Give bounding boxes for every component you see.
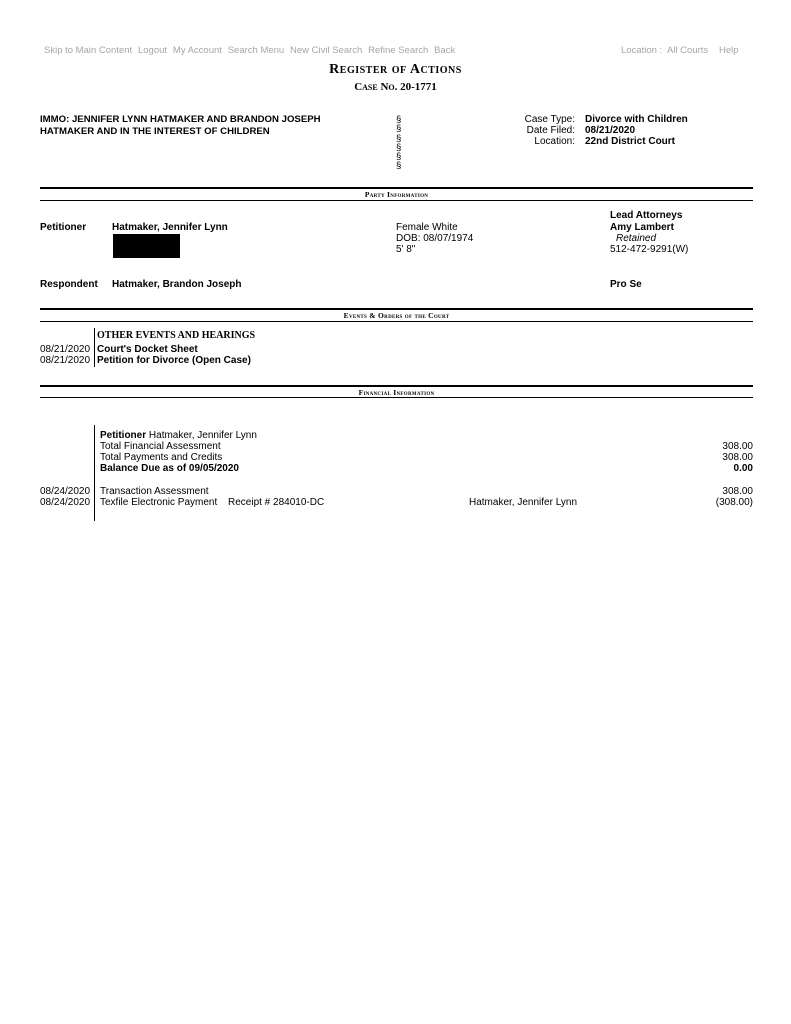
balance-due-value: 0.00 [733, 463, 753, 474]
lead-attorneys-label: Lead Attorneys [610, 210, 683, 221]
new-civil-search-link[interactable]: New Civil Search [290, 45, 363, 56]
my-account-link[interactable]: My Account [172, 45, 222, 56]
financial-section-top-rule [40, 385, 753, 387]
party-section-top-rule [40, 187, 753, 189]
top-nav-left [44, 45, 458, 56]
transaction-date: 08/24/2020 [40, 497, 91, 508]
case-number: Case No. 20-1771 [354, 81, 437, 93]
section-symbol: § [396, 132, 402, 144]
event-description[interactable]: Court's Docket Sheet [97, 344, 198, 355]
financial-party-name: Hatmaker, Jennifer Lynn [148, 430, 257, 441]
total-assessment-label: Total Financial Assessment [100, 441, 221, 452]
help-link[interactable]: Help [718, 45, 739, 56]
events-group-title: OTHER EVENTS AND HEARINGS [97, 330, 256, 341]
events-section-bottom-rule [40, 321, 753, 322]
location-all-courts-link[interactable]: All Courts [666, 45, 709, 56]
transaction-amount: 308.00 [722, 486, 753, 497]
date-filed-label: Date Filed: [526, 125, 575, 136]
event-date: 08/21/2020 [40, 344, 91, 355]
events-divider [94, 328, 95, 367]
back-link[interactable]: Back [434, 45, 456, 56]
section-symbols [396, 115, 401, 171]
attorney-phone: 512-472-9291(W) [610, 244, 689, 255]
redaction-box [113, 234, 180, 258]
section-symbol: § [396, 141, 402, 153]
respondent-role: Respondent [40, 279, 98, 290]
events-section-title: Events & Orders of the Court [343, 311, 450, 320]
respondent-name[interactable]: Hatmaker, Brandon Joseph [112, 279, 242, 290]
attorney-status: Retained [616, 233, 657, 244]
balance-due-label: Balance Due as of 09/05/2020 [100, 463, 239, 474]
events-section-top-rule [40, 308, 753, 310]
case-type-value: Divorce with Children [585, 114, 688, 125]
petitioner-name[interactable]: Hatmaker, Jennifer Lynn [112, 222, 228, 233]
total-payments-label: Total Payments and Credits [100, 452, 223, 463]
case-style-line-2: HATMAKER AND IN THE INTEREST OF CHILDREN [40, 126, 270, 137]
case-type-label: Case Type: [524, 114, 575, 125]
event-description[interactable]: Petition for Divorce (Open Case) [97, 355, 251, 366]
financial-section-title: Financial Information [358, 388, 435, 397]
transaction-receipt: Receipt # 284010-DC [228, 497, 325, 508]
financial-section-bottom-rule [40, 397, 753, 398]
section-symbol: § [396, 114, 402, 125]
section-symbol: § [396, 160, 402, 172]
page-title: Register of Actions [329, 62, 462, 77]
location-label: Location : [621, 45, 663, 56]
top-nav-right [621, 45, 741, 56]
transaction-description: Transaction Assessment [100, 486, 209, 497]
financial-party-role: Petitioner [100, 430, 147, 441]
date-filed-value: 08/21/2020 [585, 125, 636, 136]
event-date: 08/21/2020 [40, 355, 91, 366]
section-symbol: § [396, 151, 402, 163]
respondent-attorney: Pro Se [610, 279, 642, 290]
party-section-title: Party Information [364, 190, 429, 199]
petitioner-gender-race: Female White [396, 222, 458, 233]
financial-divider [94, 425, 95, 521]
location-field-value: 22nd District Court [585, 136, 676, 147]
refine-search-link[interactable]: Refine Search [368, 45, 429, 56]
location-field-label: Location: [534, 136, 575, 147]
transaction-description: Texfile Electronic Payment [100, 497, 218, 508]
transaction-amount: (308.00) [715, 497, 753, 508]
transaction-payor: Hatmaker, Jennifer Lynn [469, 497, 578, 508]
search-menu-link[interactable]: Search Menu [227, 45, 285, 56]
petitioner-dob: DOB: 08/07/1974 [396, 233, 474, 244]
transaction-date: 08/24/2020 [40, 486, 91, 497]
total-payments-value: 308.00 [722, 452, 753, 463]
section-symbol: § [396, 123, 402, 135]
skip-to-main-link[interactable]: Skip to Main Content [44, 45, 133, 56]
case-style-line-1: IMMO: JENNIFER LYNN HATMAKER AND BRANDON JOSEPH [40, 114, 321, 125]
attorney-name[interactable]: Amy Lambert [610, 222, 674, 233]
petitioner-height: 5' 8" [396, 244, 416, 255]
total-assessment-value: 308.00 [722, 441, 753, 452]
logout-link[interactable]: Logout [137, 45, 168, 56]
party-section-bottom-rule [40, 200, 753, 201]
petitioner-role: Petitioner [40, 222, 87, 233]
financial-party [100, 430, 257, 441]
